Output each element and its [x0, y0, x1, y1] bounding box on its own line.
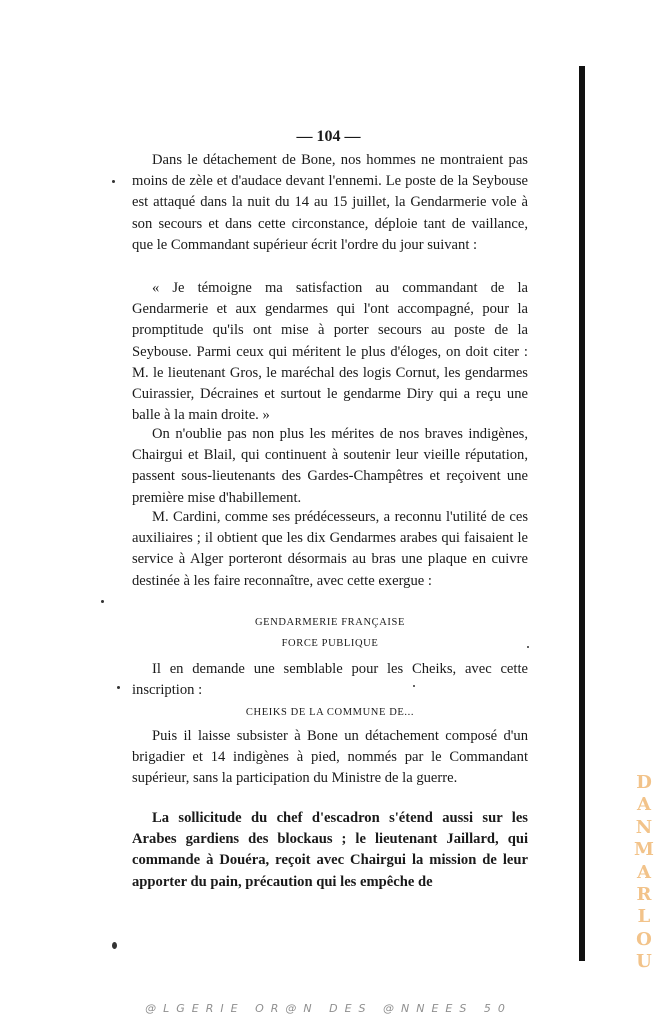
scan-speck: [527, 646, 529, 648]
paragraph-2-text: « Je témoigne ma satisfaction au commandant de la Gendarmerie et aux gendarmes qui l'ont accompagné, pour la promptitude qu'ils ont mise à porter secours au poste de la Seybouse. Parmi ceux qui méritent le plus d'éloges, on doit citer : M. le lieutenant Gros, le maréchal des logis Cornut, les gendarmes Cuirassier, Décraines et surtout le gendarme Diry qui a reçu une balle à la main droite. »: [132, 280, 528, 424]
page-number: — 104 —: [296, 128, 361, 145]
binding-edge-rule: [579, 66, 585, 961]
paragraph-3: [132, 424, 528, 509]
scan-speck: [112, 180, 115, 183]
paragraph-3-text: On n'oublie pas non plus les mérites de nos braves indigènes, Chairgui et Blail, qui continuent à soutenir leur vieille réputation, passent sous-lieutenants des Gardes-Champêtres et reçoivent une première mise d'habillement.: [132, 426, 528, 506]
paragraph-4: [132, 507, 528, 592]
inscription-line-3: CHEIKS DE LA COMMUNE DE...: [245, 707, 415, 718]
paragraph-7: [132, 808, 528, 893]
paragraph-5-text: Il en demande une semblable pour les Cheiks, avec cette inscription :: [132, 661, 528, 699]
paragraph-4-text: M. Cardini, comme ses prédécesseurs, a reconnu l'utilité de ces auxiliaires ; il obtient que les dix Gendarmes arabes qui faisaient le service à Alger porteront désormais au bras une plaque en cuivre destinée à les faire reconnaître, avec cette exergue :: [132, 509, 528, 589]
paragraph-1: [132, 150, 528, 256]
scan-speck: [101, 600, 104, 603]
inscription-line-2: FORCE PUBLIQUE: [281, 638, 379, 649]
paragraph-6-text: Puis il laisse subsister à Bone un détachement composé d'un brigadier et 14 indigènes à pied, nommés par le Commandant supérieur, sans la participation du Ministre de la guerre.: [132, 728, 528, 787]
footer-banner: @LGERIE OR@N DES @NNEES 50: [145, 1002, 512, 1015]
inscription-line-1: GENDARMERIE FRANÇAISE: [255, 617, 405, 628]
paragraph-2: [132, 278, 528, 426]
paragraph-6: [132, 726, 528, 790]
paragraph-5: [132, 659, 528, 701]
scan-speck: [117, 686, 120, 689]
paragraph-7-text: La sollicitude du chef d'escadron s'étend aussi sur les Arabes gardiens des blockaus ; le lieutenant Jaillard, qui commande à Douéra, reçoit avec Chairgui la mission de leur apporter du pain, précaution qui les empêche de: [132, 810, 528, 890]
paragraph-1-text: Dans le détachement de Bone, nos hommes ne montraient pas moins de zèle et d'audace devant l'ennemi. Le poste de la Seybouse est attaqué dans la nuit du 14 au 15 juillet, la Gendarmerie vole à son secours et dans cette circonstance, déploie tant de vaillance, que le Commandant supérieur écrit l'ordre du jour suivant :: [132, 152, 528, 253]
scan-speck: [413, 685, 415, 687]
watermark-text: DANMARLOU: [634, 772, 654, 973]
scan-speck: [112, 942, 117, 949]
